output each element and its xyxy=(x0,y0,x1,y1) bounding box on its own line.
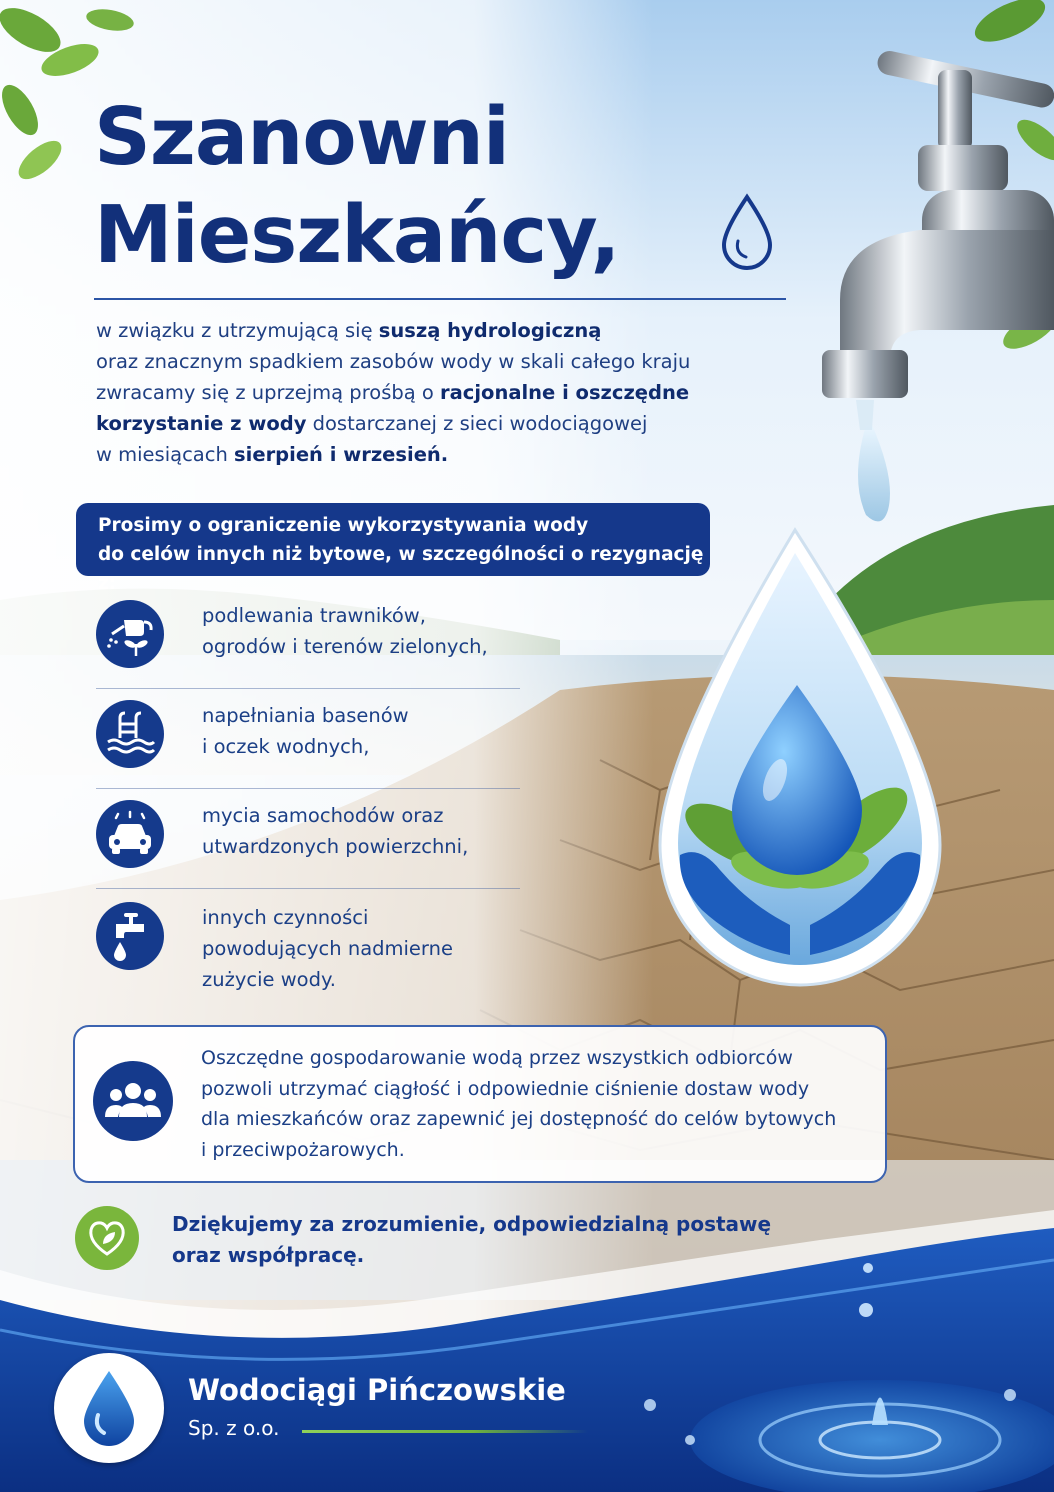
list-item xyxy=(96,600,526,680)
intro-text: dostarczanej z sieci wodociągowej xyxy=(306,412,648,435)
request-line-1: Prosimy o ograniczenie wykorzystywania wody xyxy=(98,515,589,536)
water-drop-icon xyxy=(718,193,776,273)
thanks-line: Dziękujemy za zrozumienie, odpowiedzialną postawę xyxy=(172,1212,772,1236)
list-item-line: powodujących nadmierne xyxy=(202,937,453,960)
list-item-line: utwardzonych powierzchni, xyxy=(202,835,469,858)
info-line: pozwoli utrzymać ciągłość i odpowiednie ciśnienie dostaw wody xyxy=(201,1077,810,1100)
request-line-2: do celów innych niż bytowe, w szczególności o rezygnację z: xyxy=(98,544,704,594)
divider xyxy=(96,788,520,789)
list-item-text xyxy=(202,902,453,995)
people-group-icon xyxy=(93,1061,173,1141)
info-text xyxy=(201,1043,881,1165)
water-drop-logo-icon xyxy=(54,1353,164,1463)
intro-text: w miesiącach xyxy=(96,443,235,466)
request-banner xyxy=(76,503,710,594)
intro-emphasis: korzystanie z wody xyxy=(96,412,307,435)
heart-leaf-icon xyxy=(75,1206,139,1270)
intro-emphasis: racjonalne i oszczędne xyxy=(440,381,690,404)
faucet-illustration xyxy=(810,40,1054,530)
company-suffix: Sp. z o.o. xyxy=(188,1416,280,1440)
company-name: Wodociągi Pińczowskie xyxy=(188,1373,566,1407)
intro-text: w związku z utrzymującą się xyxy=(96,319,379,342)
list-item xyxy=(96,700,526,780)
intro-text: zwracamy się z uprzejmą prośbą o xyxy=(96,381,441,404)
list-item-line: ogrodów i terenów zielonych, xyxy=(202,635,488,658)
intro-emphasis: sierpień i wrzesień. xyxy=(234,443,449,466)
title-line-2: Mieszkańcy, xyxy=(94,189,620,281)
car-wash-icon xyxy=(96,800,164,868)
list-item xyxy=(96,902,526,991)
list-item-line: napełniania basenów xyxy=(202,704,409,727)
list-item-line: i oczek wodnych, xyxy=(202,735,370,758)
list-item-text xyxy=(202,800,468,862)
title-line-1: Szanowni xyxy=(94,91,510,183)
divider xyxy=(96,888,520,889)
intro-paragraph xyxy=(96,315,786,470)
info-panel xyxy=(73,1025,887,1183)
list-item-line: podlewania trawników, xyxy=(202,604,426,627)
faucet-drop-icon xyxy=(96,902,164,970)
divider xyxy=(96,688,520,689)
list-item-line: mycia samochodów oraz xyxy=(202,804,444,827)
brand-accent-line xyxy=(302,1430,588,1433)
list-item-text xyxy=(202,600,488,662)
list-item-text xyxy=(202,700,409,762)
info-line: Oszczędne gospodarowanie wodą przez wszystkich odbiorców xyxy=(201,1047,793,1069)
intro-text: oraz znacznym spadkiem zasobów wody w skali całego kraju xyxy=(96,350,691,373)
thanks-message xyxy=(172,1209,771,1271)
pool-ladder-icon xyxy=(96,700,164,768)
watering-can-icon xyxy=(96,600,164,668)
thanks-line: oraz współpracę. xyxy=(172,1243,365,1267)
list-item-line: innych czynności xyxy=(202,906,369,929)
list-item-line: zużycie wody. xyxy=(202,968,336,991)
title-divider xyxy=(94,298,786,300)
intro-emphasis: suszą hydrologiczną xyxy=(378,319,602,342)
info-line: dla mieszkańców oraz zapewnić jej dostępność do celów bytowych xyxy=(201,1108,837,1130)
page-title xyxy=(94,88,620,284)
list-item xyxy=(96,800,526,880)
info-line: i przeciwpożarowych. xyxy=(201,1138,405,1161)
